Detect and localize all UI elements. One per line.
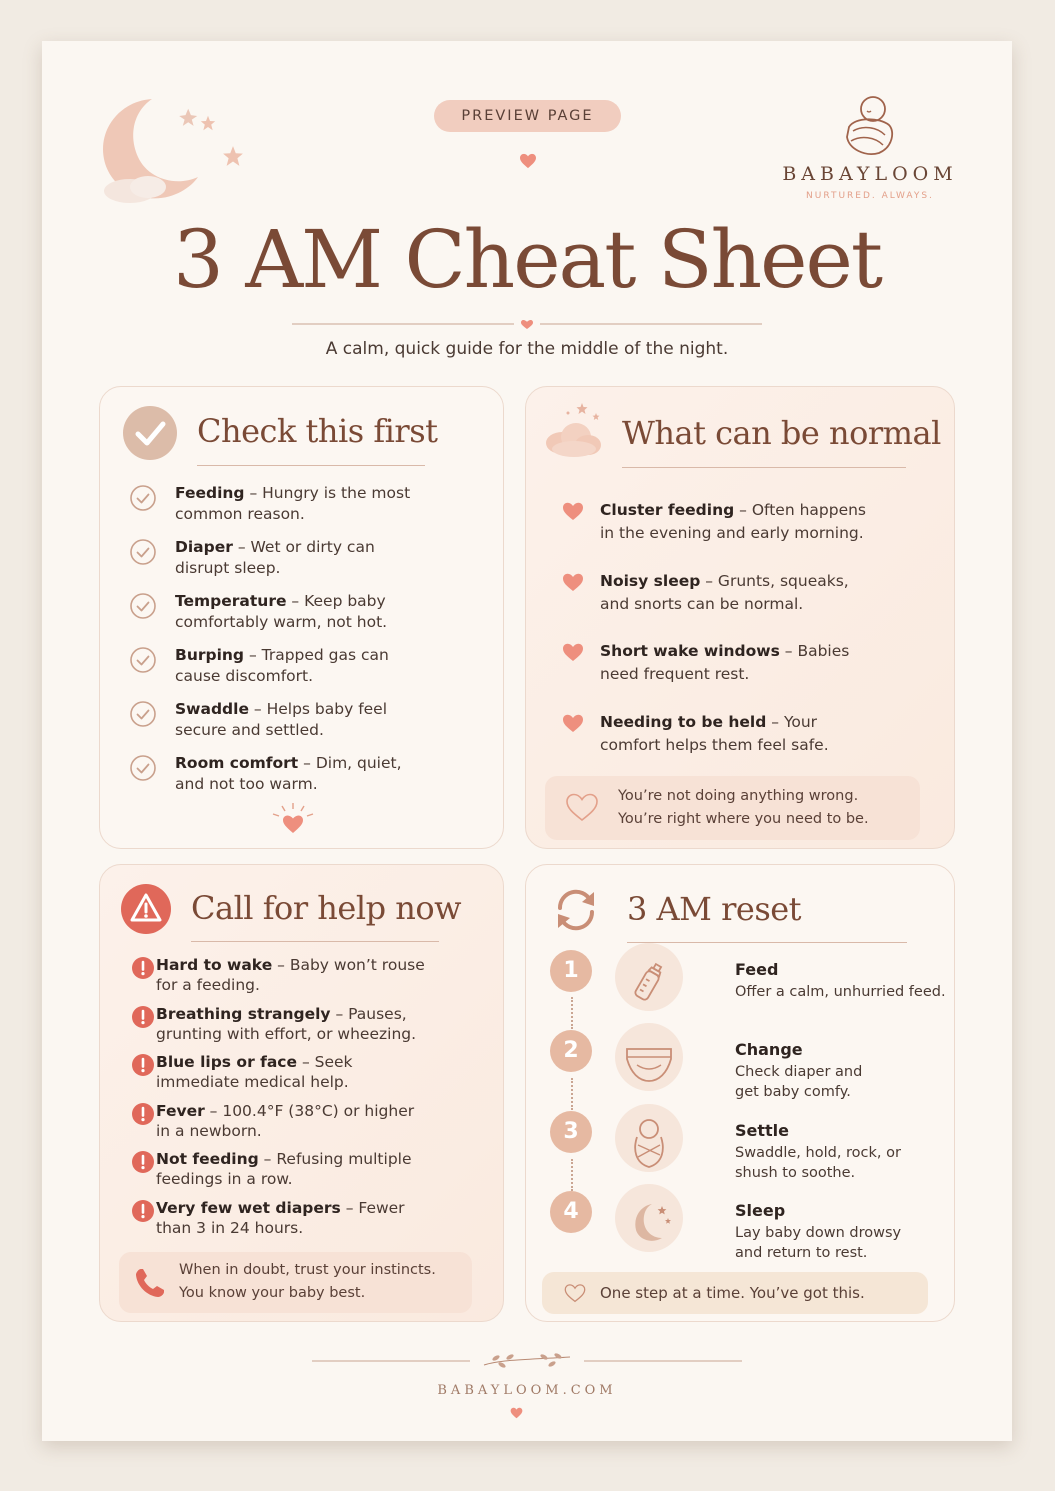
reset-card [525,864,955,1322]
warning-triangle-icon [120,883,172,935]
alert-icon [130,955,156,981]
item-text: common reason. [175,505,305,523]
item-label: Noisy sleep [600,571,701,590]
help-item [156,1101,476,1141]
title-divider [292,318,762,330]
footer-url[interactable]: BABAYLOOM.COM [437,1383,617,1398]
heart-outline-icon [565,792,599,822]
cloud-stars-icon [540,401,606,461]
encouragement-note [542,1272,928,1314]
cheat-sheet-page [42,41,1012,1441]
title-underline [191,941,439,942]
item-label: Short wake windows [600,642,780,660]
item-text: – Trapped gas can [244,646,389,664]
reassurance-line-2: You’re right where you need to be. [618,811,869,827]
heart-sparkle-icon [270,801,316,835]
item-text: secure and settled. [175,721,324,739]
normal-item [600,570,920,616]
item-text: – Refusing multiple [258,1150,412,1168]
item-text: – 100.4°F (38°C) or higher [204,1101,415,1120]
item-text: in the evening and early morning. [600,524,864,542]
heart-icon [560,710,586,736]
step-title: Feed [735,960,779,979]
reassurance-note [545,776,920,840]
check-first-card [99,386,504,849]
step-description [735,1062,965,1102]
star-icon [200,115,216,131]
reset-title: 3 AM reset [627,890,802,928]
alert-icon [130,1052,156,1078]
instinct-note [119,1252,472,1313]
item-text: for a feeding. [156,976,260,994]
item-text: cause discomfort. [175,667,314,685]
check-circle-icon [130,593,156,619]
instinct-line-1: When in doubt, trust your instincts. [179,1262,436,1278]
help-title: Call for help now [191,889,461,927]
step-text-line: Check diaper and [735,1064,863,1080]
alert-icon [130,1198,156,1224]
normal-item [600,640,920,686]
item-text: – Fewer [340,1198,405,1217]
title-underline [197,465,425,466]
check-item [175,483,475,525]
moon-icon [90,93,200,203]
item-label: Hard to wake [156,956,273,974]
phone-icon [133,1266,167,1300]
step-number: 1 [550,950,592,992]
item-text: – Grunts, squeaks, [700,571,849,590]
step-text-line: and return to rest. [735,1245,868,1261]
heart-icon [560,639,586,665]
alert-icon [130,1004,156,1030]
alert-icon [130,1149,156,1175]
item-label: Burping [175,646,245,664]
title-underline [622,467,906,468]
item-text: need frequent rest. [600,665,750,683]
check-item [175,699,475,741]
item-text: comfort helps them feel safe. [600,735,829,754]
item-text: and snorts can be normal. [600,594,804,613]
item-label: Not feeding [156,1150,259,1168]
help-item [156,1004,476,1044]
item-text: – Wet or dirty can [232,538,375,556]
swaddled-baby-icon [629,1115,669,1171]
item-text: – Your [766,712,818,731]
item-label: Fever [156,1101,205,1120]
item-label: Needing to be held [600,712,767,731]
brand-name: BABAYLOOM [782,163,958,185]
item-label: Very few wet diapers [156,1198,341,1217]
heart-icon [519,153,537,169]
check-circle-icon [130,485,156,511]
item-label: Temperature [175,592,287,610]
moon-stars-icon [626,1198,674,1246]
item-text: – Dim, quiet, [298,754,402,772]
step-connector [571,1078,573,1110]
item-text: feedings in a row. [156,1170,293,1188]
normal-item [600,499,920,545]
step-connector [571,997,573,1029]
step-title: Sleep [735,1201,786,1220]
item-text: grunting with effort, or wheezing. [156,1024,417,1043]
brand-tagline: NURTURED. ALWAYS. [806,191,934,201]
step-text-line: shush to soothe. [735,1165,856,1181]
alert-icon [130,1101,156,1127]
check-circle-icon [130,701,156,727]
item-label: Diaper [175,538,233,556]
refresh-cycle-icon [550,884,602,936]
heart-icon [510,1407,523,1419]
title-underline [627,942,907,943]
check-item [175,591,475,633]
reassurance-line-1: You’re not doing anything wrong. [618,788,859,804]
item-text: and not too warm. [175,775,318,793]
item-text: – Keep baby [286,592,386,610]
step-number: 3 [550,1111,592,1153]
item-label: Room comfort [175,754,299,772]
diaper-icon [623,1043,675,1087]
step-title: Settle [735,1121,790,1140]
what-is-normal-card [525,386,955,849]
step-description [735,1223,965,1263]
normal-title: What can be normal [622,414,941,452]
item-label: Cluster feeding [600,501,735,519]
page-title: 3 AM Cheat Sheet [173,213,881,306]
item-text: – Pauses, [330,1004,407,1023]
page-subtitle: A calm, quick guide for the middle of the night. [325,339,729,359]
brand-logo [760,91,980,211]
step-text-line: Offer a calm, unhurried feed. [735,984,946,1000]
item-label: Blue lips or face [156,1053,298,1071]
item-text: disrupt sleep. [175,559,281,577]
footer-divider [312,1353,742,1369]
check-circle-icon [130,647,156,673]
check-item [175,753,475,795]
check-item [175,645,475,687]
heart-outline-icon [564,1283,586,1303]
checkmark-circle-icon [122,405,178,461]
swaddled-baby-logo-icon [835,91,905,161]
baby-bottle-icon [626,959,672,1005]
call-for-help-card [99,864,504,1322]
normal-item [600,711,920,757]
step-title: Change [735,1040,803,1059]
step-number: 2 [550,1030,592,1072]
encouragement-text: One step at a time. You’ve got this. [600,1284,865,1302]
instinct-line-2: You know your baby best. [179,1285,366,1301]
check-first-title: Check this first [197,412,438,450]
item-text: – Seek [297,1053,353,1071]
help-item [156,955,476,995]
step-number: 4 [550,1191,592,1233]
step-text-line: Lay baby down drowsy [735,1225,902,1241]
item-text: comfortably warm, not hot. [175,613,388,631]
item-label: Swaddle [175,700,249,718]
item-text: – Hungry is the most [244,484,411,502]
step-connector [571,1159,573,1191]
item-label: Breathing strangely [156,1004,331,1023]
check-circle-icon [130,539,156,565]
help-item [156,1052,476,1092]
step-description [735,982,965,1002]
item-text: – Babies [779,642,850,660]
preview-badge: PREVIEW PAGE [434,100,621,132]
item-text: than 3 in 24 hours. [156,1218,304,1237]
item-label: Feeding [175,484,245,502]
heart-icon [560,498,586,524]
help-item [156,1149,476,1189]
item-text: – Baby won’t rouse [272,956,425,974]
item-text: – Often happens [734,501,867,519]
check-circle-icon [130,755,156,781]
item-text: in a newborn. [156,1121,262,1140]
heart-icon [560,569,586,595]
star-icon [222,145,244,167]
item-text: – Helps baby feel [248,700,388,718]
step-text-line: Swaddle, hold, rock, or [735,1145,901,1161]
step-description [735,1143,965,1183]
help-item [156,1198,476,1238]
item-text: immediate medical help. [156,1073,349,1091]
step-text-line: get baby comfy. [735,1084,851,1100]
check-item [175,537,475,579]
